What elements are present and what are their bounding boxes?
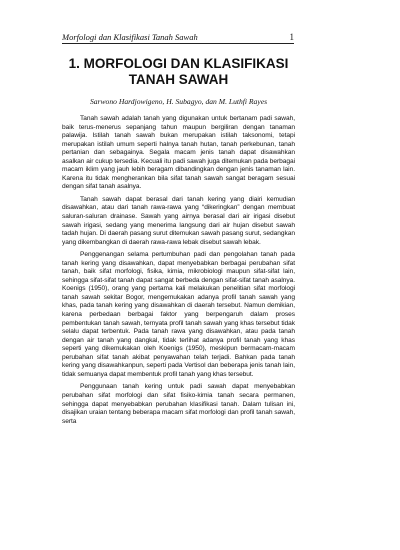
article-title-line-1: 1. MORFOLOGI DAN KLASIFIKASI xyxy=(68,56,289,71)
article-title xyxy=(62,56,295,87)
running-header xyxy=(62,32,294,44)
paragraph-1: Tanah sawah adalah tanah yang digunakan untuk bertanam padi sawah, baik terus-menerus sepanjang tahun maupun bergiliran dengan tanaman palawija. Istilah tanah sawah bukan merupakan istilah taksonomi, tetapi merupakan istilah umum seperti halnya tanah hutan, tanah perkebunan, tanah pertanian dan sebagainya. Segala macam jenis tanah dapat disawahkan asalkan air cukup tersedia. Kecuali itu padi sawah juga ditemukan pada berbagai macam iklim yang jauh lebih beragam dibandingkan dengan jenis tanaman lain. Karena itu tidak mengherankan bila sifat tanah sawah sangat beragam sesuai dengan sifat tanah asalnya. xyxy=(62,115,295,191)
paragraph-4: Penggunaan tanah kering untuk padi sawah dapat menyebabkan perubahan sifat morfologi dan sifat fisiko-kimia tanah secara permanen, sehingga dapat menyebabkan perubahan klasifikasi tanah. Dalam tulisan ini, disajikan uraian tentang beberapa macam sifat morfologi dan profil tanah sawah, serta xyxy=(62,383,295,425)
running-title: Morfologi dan Klasifikasi Tanah Sawah xyxy=(62,32,198,42)
article-title-line-2: TANAH SAWAH xyxy=(128,71,229,87)
paragraph-3: Penggenangan selama pertumbuhan padi dan pengolahan tanah pada tanah kering yang disawahkan, dapat menyebabkan berbagai perubahan sifat tanah, baik sifat morfologi, fisika, kimia, mikrobiologi maupun sifat-sifat lain, sehingga sifat-sifat tanah dapat sangat berbeda dengan sifat-sifat tanah asalnya. Koenigs (1950), orang yang pertama kali melakukan penelitian sifat morfologi tanah sawah sekitar Bogor, mengemukakan adanya profil tanah sawah yang khas, pada tanah kering yang disawahkan di daerah tersebut. Namun demikian, karena perbedaan berbagai faktor yang berpengaruh dalam proses pembentukan tanah sawah, ternyata profil tanah sawah yang khas tersebut tidak selalu dapat terbentuk. Pada tanah rawa yang disawahkan, atau pada tanah dengan air tanah yang dangkal, tidak terlihat adanya profil tanah yang khas seperti yang dikemukakan oleh Koenigs (1950), meskipun bermacam-macam perubahan sifat tanah akibat penyawahan telah terjadi. Bahkan pada tanah kering yang disawahkanpun, seperti pada Vertisol dan beberapa jenis tanah lain, tidak semuanya dapat membentuk profil tanah yang khas tersebut. xyxy=(62,251,295,378)
paragraph-2: Tanah sawah dapat berasal dari tanah kering yang diairi kemudian disawahkan, atau dari tanah rawa-rawa yang “dikeringkan” dengan membuat saluran-saluran drainase. Sawah yang airnya berasal dari air irigasi disebut sawah irigasi, sedang yang menerima langsung dari air hujan disebut sawah tadah hujan. Di daerah pasang surut ditemukan sawah pasang surut, sedangkan yang dikembangkan di daerah rawa-rawa lebak disebut sawah lebak. xyxy=(62,195,295,246)
page-number: 1 xyxy=(289,32,294,42)
article-authors: Sarwono Hardjowigeno, H. Subagyo, dan M. Luthfi Rayes xyxy=(89,97,268,106)
article-body xyxy=(62,56,295,430)
